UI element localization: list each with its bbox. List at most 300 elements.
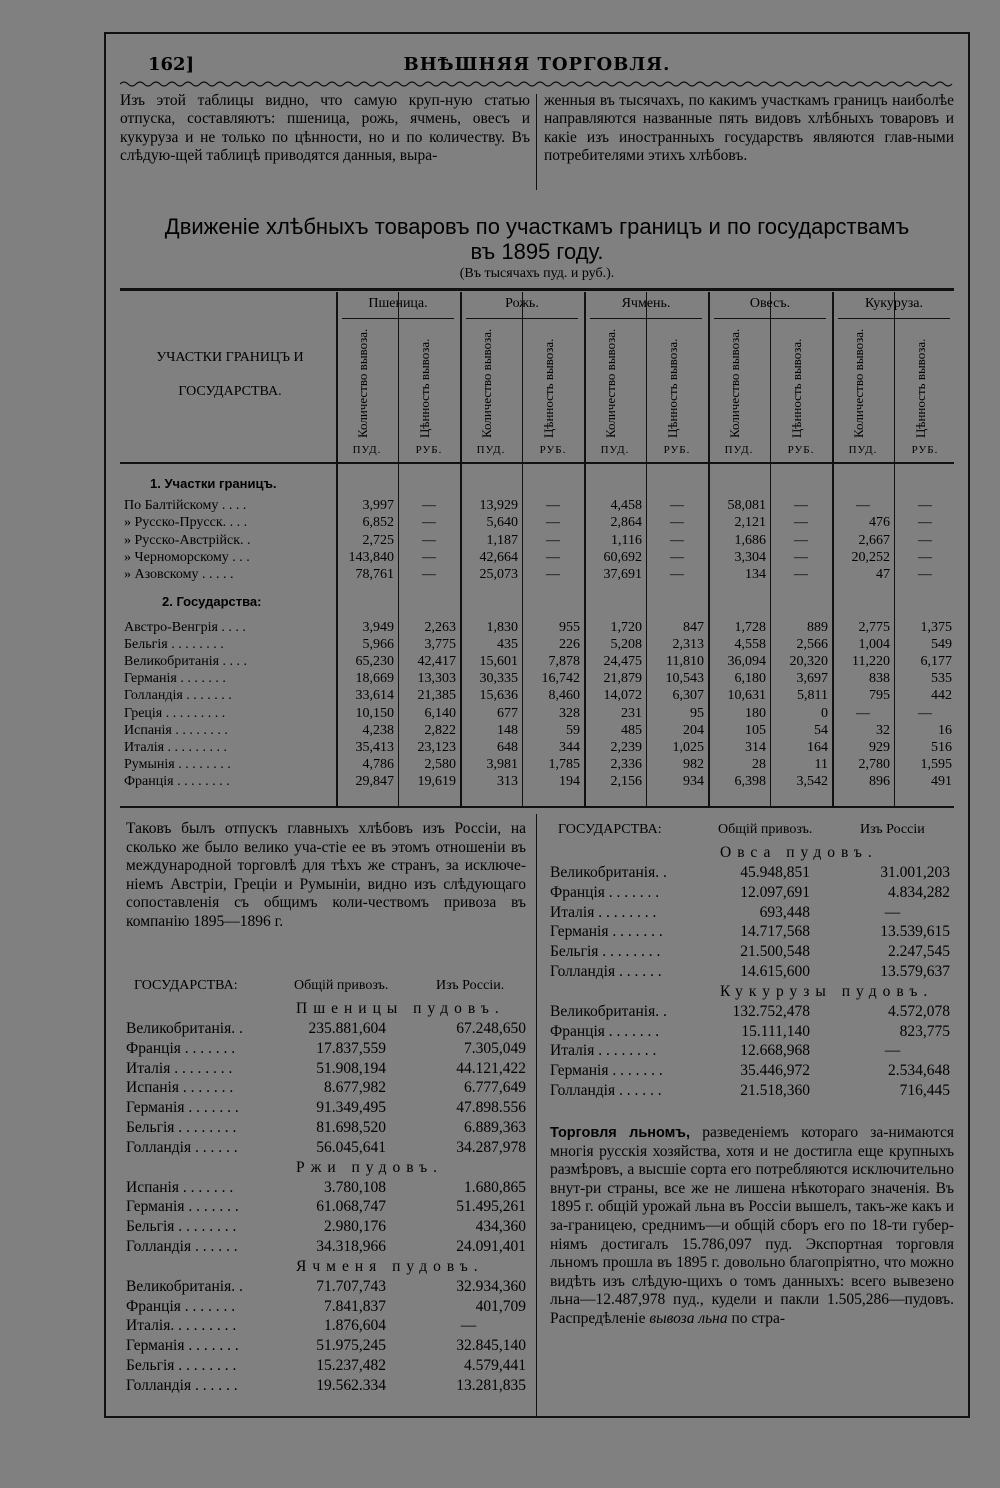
- imports-state: Франція . . . . . . .: [550, 883, 660, 901]
- imports-state: Германія . . . . . . .: [126, 1099, 239, 1117]
- table-cell: —: [670, 532, 684, 548]
- value-unit: РУБ.: [415, 444, 443, 456]
- table-cell: 2,864: [610, 515, 642, 531]
- table-cell: 1,595: [920, 756, 952, 772]
- table-cell: 2,336: [610, 756, 642, 772]
- table-cell: 2,156: [610, 773, 642, 789]
- table-cell: 3,304: [734, 549, 766, 565]
- table-cell: 143,840: [348, 549, 394, 565]
- table-cell: 16: [938, 722, 952, 738]
- table-cell: 5,640: [486, 515, 518, 531]
- table-row-label: » Русско-Австрійск. .: [124, 532, 251, 548]
- table-cell: 2,725: [362, 532, 394, 548]
- table-cell: 194: [559, 773, 580, 789]
- table-cell: 1,720: [610, 620, 642, 635]
- table-cell: 33,614: [355, 688, 394, 704]
- table-cell: 838: [869, 671, 890, 687]
- table-cell: —: [794, 567, 808, 583]
- imports-state: Франція . . . . . . .: [126, 1297, 236, 1315]
- table-cell: 65,230: [355, 654, 394, 670]
- table-cell: 20,252: [851, 549, 890, 565]
- value-unit: РУБ.: [539, 444, 567, 456]
- table-cell: 6,180: [734, 671, 766, 687]
- imports-total: 693,448: [759, 903, 810, 921]
- table-cell: 929: [869, 739, 890, 755]
- table-cell: 4,558: [734, 637, 766, 653]
- table-cell: 47: [876, 567, 890, 583]
- table-cell: 2,121: [734, 515, 766, 531]
- qty-header: Количество вывоза.: [479, 328, 494, 438]
- imports-from-russia: 7.305,049: [464, 1039, 526, 1057]
- imports-total: 51.975,245: [316, 1337, 386, 1355]
- table-cell: 3,997: [362, 498, 394, 513]
- table-cell: 148: [497, 722, 518, 738]
- table-cell: —: [422, 567, 436, 583]
- table-cell: 485: [621, 722, 642, 738]
- imports-from-russia: 4.579,441: [464, 1357, 526, 1374]
- table-title-line2: въ 1895 году.: [470, 239, 604, 264]
- qty-header: Количество вывоза.: [727, 328, 742, 438]
- table-cell: —: [670, 515, 684, 531]
- imports-from-russia: 32.934,360: [456, 1277, 526, 1295]
- table-cell: 42,664: [479, 549, 518, 565]
- qty-unit: ПУД.: [600, 444, 630, 456]
- table-cell: 15,636: [479, 688, 518, 704]
- section-states-heading: 2. Государства:: [162, 594, 262, 609]
- imports-total: 61.068,747: [316, 1198, 386, 1216]
- table-cell: 8,460: [548, 688, 580, 704]
- table-cell: 1,830: [486, 620, 518, 635]
- imports-total: 71.707,743: [316, 1277, 386, 1295]
- table-cell: 3,949: [362, 620, 394, 635]
- table-cell: 54: [814, 722, 828, 738]
- qty-unit: ПУД.: [724, 444, 754, 456]
- imports-from-russia: 1.680,865: [464, 1178, 526, 1196]
- table-row-label: Италія . . . . . . . . .: [124, 739, 228, 755]
- table-cell: 2,580: [424, 756, 456, 772]
- table-cell: 795: [869, 688, 890, 704]
- imports-state: Италія . . . . . . . .: [550, 1042, 657, 1060]
- table-cell: 1,025: [672, 739, 704, 755]
- imports-from-russia: 823,775: [899, 1022, 950, 1040]
- value-unit: РУБ.: [787, 444, 815, 456]
- table-cell: —: [918, 515, 932, 531]
- imports-from-russia: 34.287,978: [456, 1138, 526, 1156]
- table-cell: 14,072: [603, 688, 642, 704]
- table-cell: 5,208: [610, 637, 642, 653]
- table-cell: 344: [559, 739, 580, 755]
- table-cell: —: [546, 549, 560, 565]
- table-cell: 11,220: [852, 654, 890, 670]
- table-cell: 10,150: [355, 705, 394, 721]
- comparison-paragraph: Таковъ былъ отпускъ главныхъ хлѣбовъ изъ Россіи, на сколько же было велико уча-стіе ее въ этомъ отношеніи въ международной торговлѣ для тѣхъ же странъ, за исключе-ніемъ Австріи, Греціи и Румыніи, видно изъ слѣдующаго сопоставленія съ общимъ коли-чествомъ привоза въ компанію 1895—1896 г.: [126, 820, 526, 930]
- imports-state: Голландія . . . . . .: [126, 1238, 238, 1255]
- table-cell: —: [918, 498, 932, 513]
- table-cell: 16,742: [541, 671, 580, 687]
- imports-state: Германія . . . . . . .: [550, 923, 663, 941]
- table-cell: 0: [821, 705, 828, 721]
- table-cell: —: [422, 532, 436, 548]
- commodity-header: Рожь.: [505, 296, 539, 311]
- table-cell: 15,601: [479, 654, 518, 670]
- table-cell: 1,187: [486, 532, 518, 548]
- table-row-label: Румынія . . . . . . . .: [124, 756, 231, 772]
- table-cell: 313: [497, 773, 518, 789]
- table-cell: 20,320: [789, 654, 828, 670]
- table-cell: 6,307: [672, 688, 704, 704]
- imports-state: Великобританія. .: [126, 1277, 243, 1295]
- table-cell: —: [918, 532, 932, 548]
- imports-from-russia: —: [884, 1042, 901, 1060]
- imports-state: Италія . . . . . . . .: [550, 903, 657, 921]
- imports-total: 45.948,851: [740, 864, 810, 881]
- table-cell: 19,619: [417, 773, 456, 789]
- table-cell: 35,413: [355, 739, 394, 755]
- imports-total: 1.876,604: [324, 1317, 386, 1335]
- table-cell: 491: [931, 773, 952, 789]
- imports-state: Испанія . . . . . . .: [126, 1178, 234, 1196]
- imports-state: Франція . . . . . . .: [126, 1039, 236, 1057]
- table-cell: 60,692: [603, 549, 642, 565]
- imports-from-russia: 13.579,637: [880, 963, 950, 980]
- imports-state: Голландія . . . . . .: [550, 1082, 662, 1099]
- table-cell: 11: [814, 756, 828, 772]
- imports-total: 21.500,548: [740, 943, 810, 961]
- table-cell: 2,263: [424, 620, 456, 635]
- table-row-label: Австро-Венгрія . . . .: [124, 620, 246, 635]
- table-cell: —: [856, 498, 870, 513]
- value-unit: РУБ.: [663, 444, 691, 456]
- imports-from-russia: 24.091,401: [456, 1238, 526, 1255]
- imports-total: 91.349,495: [316, 1099, 386, 1117]
- table-cell: 29,847: [355, 773, 394, 789]
- value-header: Цѣнность вывоза.: [789, 338, 804, 438]
- imports-col-header-states: ГОСУДАРСТВА:: [134, 978, 238, 993]
- table-cell: —: [546, 567, 560, 583]
- table-cell: 1,785: [548, 756, 580, 772]
- table-cell: 2,313: [672, 637, 704, 653]
- table-cell: 11,810: [666, 654, 704, 670]
- stub-header-line2: ГОСУДАРСТВА.: [178, 384, 282, 399]
- imports-state: Италія. . . . . . . . .: [126, 1317, 237, 1335]
- imports-state: Голландія . . . . . .: [550, 963, 662, 980]
- section-borders-heading: 1. Участки границъ.: [150, 476, 277, 491]
- imports-state: Германія . . . . . . .: [550, 1062, 663, 1080]
- table-cell: 105: [745, 722, 766, 738]
- imports-state: Бельгія . . . . . . . .: [126, 1218, 237, 1236]
- table-cell: 677: [497, 705, 518, 721]
- imports-from-russia: 2.247,545: [888, 943, 950, 961]
- table-cell: 535: [931, 671, 952, 687]
- imports-col-header-russia: Изъ Россіи: [860, 822, 925, 837]
- table-cell: 435: [497, 637, 518, 653]
- table-cell: 3,981: [486, 756, 518, 772]
- table-title: [106, 214, 968, 264]
- table-cell: 896: [869, 773, 890, 789]
- table-cell: 4,786: [362, 756, 394, 772]
- table-cell: —: [422, 498, 436, 513]
- table-cell: 32: [876, 722, 890, 738]
- table-cell: 889: [807, 620, 828, 635]
- intro-right: женныя въ тысячахъ, по какимъ участкамъ границъ наиболѣе направляются названные пять видовъ хлѣбныхъ товаровъ и какіе изъ иностранныхъ государствъ являются глав-ными потребителями этихъ хлѣбовъ.: [544, 92, 954, 165]
- table-cell: 10,631: [727, 688, 766, 704]
- imports-from-russia: 51.495,261: [456, 1198, 526, 1216]
- value-header: Цѣнность вывоза.: [541, 338, 556, 438]
- table-cell: 3,542: [796, 773, 828, 789]
- imports-total: 14.717,568: [740, 923, 810, 941]
- table-cell: 1,686: [734, 532, 766, 548]
- imports-from-russia: 6.777,649: [464, 1079, 526, 1097]
- table-cell: 2,239: [610, 739, 642, 755]
- table-cell: 3,775: [424, 637, 456, 653]
- table-top-rule: [120, 288, 954, 291]
- table-cell: 18,669: [355, 671, 394, 687]
- intro-left: Изъ этой таблицы видно, что самую круп-ную статью отпуска, составляютъ: пшеница, рожь, ячмень, овесъ и кукуруза и не только по цѣнности, но и по количеству. Въ слѣдую-щей таблицѣ приводятся данныя, выра-: [120, 92, 530, 165]
- table-cell: 516: [931, 739, 952, 755]
- table-cell: 78,761: [355, 567, 394, 583]
- lower-column-divider: [536, 814, 537, 1418]
- table-cell: —: [794, 532, 808, 548]
- imports-from-russia: 67.248,650: [456, 1020, 526, 1037]
- table-cell: 5,811: [797, 688, 828, 704]
- imports-total: 81.698,520: [316, 1119, 386, 1136]
- imports-total: 15.111,140: [741, 1022, 810, 1040]
- imports-state: Бельгія . . . . . . . .: [126, 1357, 237, 1374]
- imports-state: Италія . . . . . . . .: [126, 1059, 233, 1077]
- stub-header-line1: УЧАСТКИ ГРАНИЦЪ И: [156, 350, 304, 365]
- imports-from-russia: —: [460, 1317, 477, 1335]
- imports-from-russia: 13.539,615: [880, 923, 950, 941]
- table-cell: 23,123: [417, 739, 456, 755]
- table-cell: —: [918, 549, 932, 565]
- imports-state: Великобританія. .: [550, 1002, 667, 1020]
- imports-total: 19.562.334: [316, 1376, 386, 1394]
- table-cell: 231: [621, 705, 642, 721]
- imports-state: Великобританія. .: [550, 864, 667, 881]
- table-cell: 42,417: [417, 654, 456, 670]
- imports-from-russia: 4.834,282: [888, 883, 950, 901]
- commodity-underline: [590, 318, 702, 319]
- page-bottom-rule: [106, 1416, 968, 1418]
- table-row-label: Германія . . . . . . .: [124, 671, 226, 687]
- imports-total: 15.237,482: [316, 1357, 386, 1374]
- table-cell: —: [918, 567, 932, 583]
- value-header: Цѣнность вывоза.: [665, 338, 680, 438]
- table-cell: 13,303: [417, 671, 456, 687]
- commodity-underline: [466, 318, 578, 319]
- table-row-label: Греція . . . . . . . . .: [124, 705, 226, 721]
- imports-group-heading: Пшеницы пудовъ.: [296, 1000, 505, 1017]
- imports-state: Голландія . . . . . .: [126, 1376, 238, 1394]
- imports-state: Бельгія . . . . . . . .: [126, 1119, 237, 1136]
- table-cell: 4,458: [610, 498, 642, 513]
- imports-from-russia: 401,709: [475, 1297, 526, 1315]
- imports-total: 56.045,641: [316, 1138, 386, 1156]
- document-page: [104, 32, 970, 1418]
- table-cell: —: [546, 498, 560, 513]
- imports-total: 17.837,559: [316, 1039, 386, 1057]
- table-row-label: » Азовскому . . . . .: [124, 567, 234, 583]
- imports-group-heading: Ячменя пудовъ.: [296, 1257, 484, 1275]
- imports-from-russia: 716,445: [899, 1082, 950, 1099]
- qty-header: Количество вывоза.: [603, 328, 618, 438]
- table-cell: —: [546, 532, 560, 548]
- imports-group-heading: Кукурузы пудовъ.: [720, 982, 934, 1000]
- table-unit-note: (Въ тысячахъ пуд. и руб.).: [459, 266, 615, 281]
- table-cell: —: [422, 515, 436, 531]
- table-row-label: » Русско-Прусск. . . .: [124, 515, 248, 531]
- table-cell: 13,929: [479, 498, 518, 513]
- table-cell: 2,667: [858, 532, 890, 548]
- table-cell: 549: [931, 637, 952, 653]
- table-cell: 226: [559, 637, 580, 653]
- table-row-label: » Черноморскому . . .: [124, 549, 250, 565]
- table-cell: 58,081: [727, 498, 766, 513]
- table-cell: 3,697: [796, 671, 828, 687]
- imports-state: Бельгія . . . . . . . .: [550, 943, 661, 961]
- table-cell: 7,878: [548, 654, 580, 670]
- table-cell: 934: [683, 773, 704, 789]
- table-cell: 1,375: [920, 620, 952, 635]
- qty-header: Количество вывоза.: [851, 328, 866, 438]
- table-cell: —: [918, 705, 932, 721]
- table-cell: 648: [497, 739, 518, 755]
- value-header: Цѣнность вывоза.: [417, 338, 432, 438]
- table-cell: 37,691: [603, 567, 642, 583]
- qty-unit: ПУД.: [476, 444, 506, 456]
- imports-total: 21.518,360: [740, 1082, 810, 1099]
- flax-text: разведеніемъ котораго за-нимаются многія русскія хозяйства, хотя и не достигла еще крупныхъ размѣровъ, а высшіе сорта его потребляются исключительно внут-ри страны, все же не лишена нѣкотораго значенія. Въ 1895 г. общій урожай льна въ Россіи вышелъ, такъ-же какъ и за-границею, среднимъ—и общій сборъ его по 18-ти губер-ніямъ достигалъ 15.786,097 пуд. Экспортная торговля льномъ прошла въ 1895 г. довольно благопріятно, что можно видѣть изъ слѣдую-щихъ о томъ данныхъ: всего вывезено льна—12.487,978 пуд., кудели и пакли 1.505,286—пудовъ. Распредѣленіе: [550, 1124, 954, 1327]
- table-cell: 25,073: [479, 567, 518, 583]
- imports-from-russia: 13.281,835: [456, 1376, 526, 1394]
- table-cell: —: [794, 515, 808, 531]
- qty-header: Количество вывоза.: [355, 328, 370, 438]
- table-row-label: Голландія . . . . . . .: [124, 688, 232, 704]
- table-cell: —: [670, 567, 684, 583]
- imports-state: Испанія . . . . . . .: [126, 1079, 234, 1097]
- table-cell: 847: [683, 620, 704, 635]
- table-cell: 6,852: [362, 515, 394, 531]
- table-header-rule: [120, 462, 954, 464]
- table-cell: 314: [745, 739, 766, 755]
- imports-from-russia: 4.572,078: [888, 1002, 950, 1020]
- table-row-label: Франція . . . . . . . .: [124, 773, 230, 789]
- table-cell: 982: [683, 756, 704, 772]
- imports-group-heading: Овса пудовъ.: [720, 844, 878, 861]
- table-cell: 955: [559, 620, 580, 635]
- imports-total: 8.677,982: [324, 1079, 386, 1097]
- table-title-line1: Движеніе хлѣбныхъ товаровъ по участкамъ границъ и по государствамъ: [164, 214, 910, 239]
- table-cell: —: [670, 498, 684, 513]
- commodity-header: Кукуруза.: [865, 296, 923, 311]
- imports-from-russia: —: [884, 903, 901, 921]
- table-cell: 1,728: [734, 620, 766, 635]
- commodity-underline: [838, 318, 950, 319]
- page-number: 162]: [148, 54, 195, 75]
- page-header: [106, 54, 968, 80]
- table-bottom-rule: [120, 806, 954, 808]
- table-cell: 4,238: [362, 722, 394, 738]
- commodity-underline: [342, 318, 454, 319]
- imports-col-header-russia: Изъ Россіи.: [436, 978, 505, 993]
- table-cell: —: [422, 549, 436, 565]
- imports-state: Голландія . . . . . .: [126, 1138, 238, 1156]
- imports-col-header-total: Общій привозъ.: [718, 822, 813, 837]
- commodity-header: Овесъ.: [749, 296, 791, 311]
- imports-total: 3.780,108: [324, 1178, 386, 1196]
- imports-from-russia: 32.845,140: [456, 1337, 526, 1355]
- table-cell: 1,116: [611, 532, 642, 548]
- qty-unit: ПУД.: [848, 444, 878, 456]
- imports-total: 2.980,176: [324, 1218, 386, 1236]
- table-cell: 134: [745, 567, 766, 583]
- commodity-header: Ячмень.: [621, 296, 671, 311]
- imports-state: Германія . . . . . . .: [126, 1337, 239, 1355]
- table-row-label: Бельгія . . . . . . . .: [124, 637, 224, 653]
- table-cell: —: [794, 498, 808, 513]
- qty-unit: ПУД.: [352, 444, 382, 456]
- wavy-rule: [120, 80, 954, 88]
- imports-group-heading: Ржи пудовъ.: [296, 1158, 444, 1176]
- imports-from-russia: 6.889,363: [464, 1119, 526, 1136]
- table-cell: 10,543: [665, 671, 704, 687]
- table-cell: 442: [931, 688, 952, 704]
- table-cell: 2,780: [858, 756, 890, 772]
- table-cell: 6,398: [734, 773, 766, 789]
- imports-col-header-total: Общій привозъ.: [294, 978, 389, 993]
- imports-from-russia: 44.121,422: [456, 1059, 526, 1077]
- table-cell: 204: [683, 722, 704, 738]
- table-cell: —: [794, 549, 808, 565]
- value-header: Цѣнность вывоза.: [913, 338, 928, 438]
- flax-lead: Торговля льномъ,: [550, 1125, 690, 1141]
- table-cell: 36,094: [727, 654, 766, 670]
- commodity-underline: [714, 318, 826, 319]
- flax-paragraph: [550, 1124, 954, 1329]
- table-cell: 59: [566, 722, 580, 738]
- imports-from-russia: 2.534,648: [888, 1062, 950, 1080]
- table-cell: 24,475: [603, 654, 642, 670]
- table-cell: 2,775: [858, 620, 890, 635]
- table-cell: 6,177: [920, 654, 952, 670]
- table-cell: 6,140: [424, 705, 456, 721]
- table-cell: 95: [690, 705, 704, 721]
- table-cell: 28: [752, 756, 766, 772]
- table-cell: 328: [559, 705, 580, 721]
- table-cell: 164: [807, 739, 828, 755]
- table-cell: 2,822: [424, 722, 456, 738]
- table-row-label: Великобританія . . . .: [124, 654, 248, 670]
- imports-total: 132.752,478: [732, 1002, 810, 1020]
- imports-total: 12.097,691: [740, 883, 810, 901]
- commodity-header: Пшеница.: [368, 296, 428, 311]
- imports-col-header-states: ГОСУДАРСТВА:: [558, 822, 662, 837]
- imports-state: Франція . . . . . . .: [550, 1022, 660, 1040]
- table-row-label: По Балтійскому . . . .: [124, 498, 247, 513]
- imports-total: 235.881,604: [308, 1020, 386, 1037]
- table-cell: 1,004: [858, 637, 890, 653]
- table-row-label: Испанія . . . . . . . .: [124, 722, 228, 738]
- table-cell: 476: [869, 515, 890, 531]
- imports-from-russia: 434,360: [475, 1218, 526, 1236]
- imports-state: Великобританія. .: [126, 1020, 243, 1037]
- imports-from-russia: 47.898.556: [456, 1099, 526, 1117]
- flax-tail: по стра-: [727, 1309, 786, 1327]
- table-cell: —: [670, 549, 684, 565]
- imports-total: 14.615,600: [740, 963, 810, 980]
- table-cell: 5,966: [362, 637, 394, 653]
- value-unit: РУБ.: [911, 444, 939, 456]
